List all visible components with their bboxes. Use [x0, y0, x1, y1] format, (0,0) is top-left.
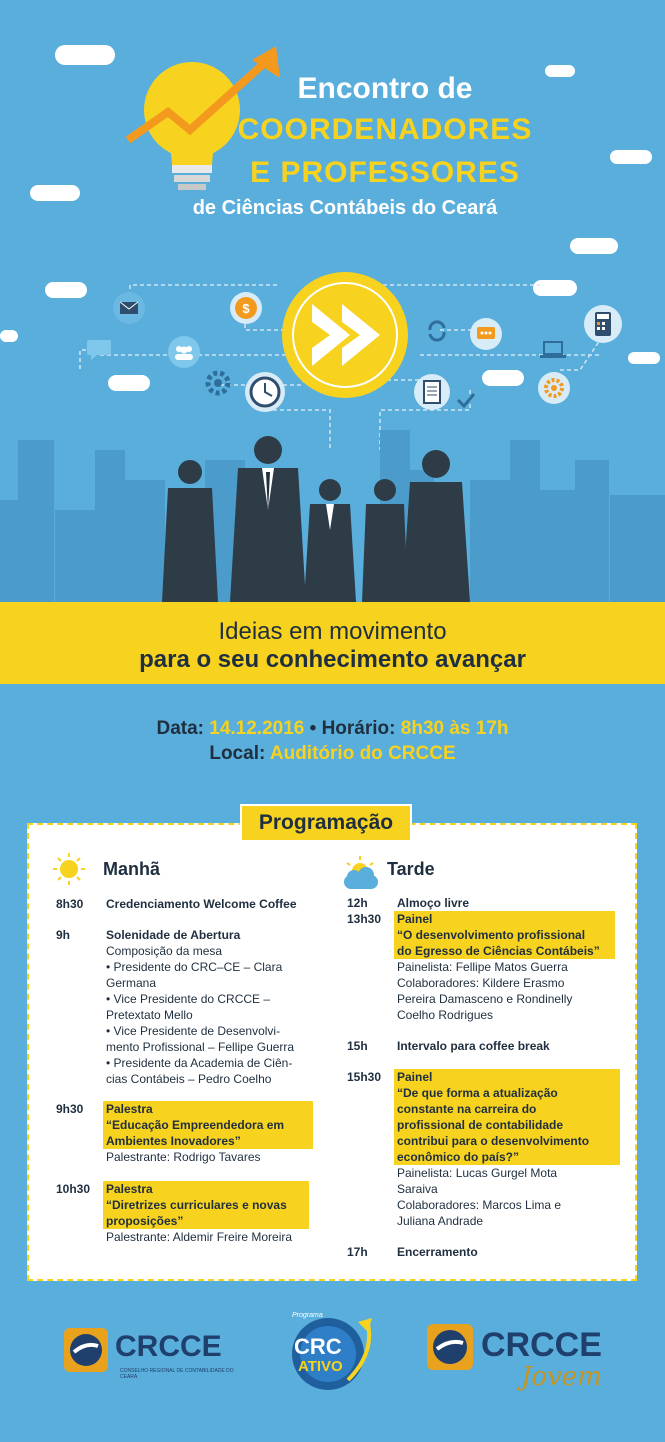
schedule-text: Credenciamento Welcome Coffee	[106, 897, 297, 911]
chat-icon	[87, 340, 111, 360]
schedule-text: Pretextato Mello	[106, 1008, 193, 1022]
schedule-text: constante na carreira do	[397, 1102, 537, 1116]
gear-icon	[538, 372, 570, 404]
cloud-icon	[55, 45, 115, 65]
title-line-2: COORDENADORES	[237, 113, 533, 146]
program-title: Programação	[240, 804, 412, 842]
event-place	[0, 743, 665, 765]
document-icon	[414, 374, 450, 410]
schedule-text: Palestra	[106, 1102, 153, 1116]
subtitle: de Ciências Contábeis do Ceará	[192, 197, 498, 219]
time-label: Horário:	[321, 718, 396, 739]
clock-icon	[245, 372, 285, 412]
schedule-text: • Vice Presidente de Desenvolvi-	[106, 1024, 281, 1038]
schedule-text: Colaboradores: Kildere Erasmo	[397, 976, 565, 990]
crcce-logo-subtitle: CONSELHO REGIONAL DE CONTABILIDADE DO CEARÁ	[120, 1368, 234, 1380]
schedule-text: • Presidente do CRC–CE – Clara	[106, 960, 283, 974]
cloud-icon	[610, 150, 652, 164]
morning-title: Manhã	[103, 859, 161, 879]
schedule-text: Germana	[106, 976, 157, 990]
schedule-text: Composição da mesa	[106, 944, 223, 958]
city-skyline	[0, 420, 665, 602]
schedule-text: “Educação Empreendedora em	[106, 1118, 285, 1132]
title-line-1: Encontro de	[297, 72, 473, 105]
schedule-text: Painel	[397, 912, 433, 926]
schedule-text: “De que forma a atualização	[397, 1086, 558, 1100]
schedule-text: Ambientes Inovadores”	[106, 1134, 241, 1148]
schedule-text: “Diretrizes curriculares e novas	[106, 1198, 287, 1212]
schedule-text: proposições”	[106, 1214, 184, 1228]
cloudy-sun-icon	[340, 855, 380, 891]
schedule-text: “O desenvolvimento profissional	[397, 928, 586, 942]
sun-icon	[52, 852, 86, 886]
crcce-logo-text: CRCCE	[481, 1326, 602, 1364]
schedule-text: Painel	[397, 1070, 433, 1084]
refresh-icon	[425, 318, 449, 342]
schedule-text: Intervalo para coffee break	[397, 1039, 550, 1053]
tagline-line-2: para o seu conhecimento avançar	[139, 646, 526, 673]
ativo-text: ATIVO	[298, 1358, 343, 1375]
afternoon-title: Tarde	[387, 859, 435, 879]
schedule-time: 15h	[347, 1039, 368, 1053]
schedule-text: Palestrante: Aldemir Freire Moreira	[106, 1230, 293, 1244]
fast-forward-icon[interactable]	[282, 272, 408, 398]
schedule-text: do Egresso de Ciências Contábeis”	[397, 944, 600, 958]
schedule-text: • Presidente da Academia de Ciên-	[106, 1056, 293, 1070]
date-value: 14.12.2016	[209, 718, 305, 739]
separator-bullet: •	[309, 718, 317, 739]
schedule-text: mento Profissional – Fellipe Guerra	[106, 1040, 295, 1054]
schedule-text: Palestra	[106, 1182, 153, 1196]
schedule-text: profissional de contabilidade	[397, 1118, 564, 1132]
laptop-icon	[540, 340, 566, 360]
date-label: Data:	[156, 718, 204, 739]
tagline-band	[0, 602, 665, 684]
check-icon	[456, 392, 476, 408]
schedule-text: cias Contábeis – Pedro Coelho	[106, 1072, 272, 1086]
schedule-time: 8h30	[56, 897, 84, 911]
schedule-time: 9h30	[56, 1102, 84, 1116]
crcce-emblem-icon	[425, 1322, 475, 1372]
schedule-text: Solenidade de Abertura	[106, 928, 241, 942]
schedule-text: Painelista: Lucas Gurgel Mota	[397, 1166, 558, 1180]
schedule-text: Painelista: Fellipe Matos Guerra	[397, 960, 568, 974]
schedule-time: 9h	[56, 928, 71, 942]
place-label: Local:	[209, 743, 266, 764]
tagline-line-1: Ideias em movimento	[218, 618, 447, 645]
schedule-text: Encerramento	[397, 1245, 478, 1259]
crcce-emblem-icon	[62, 1326, 110, 1374]
schedule-time: 12h	[347, 896, 368, 910]
calculator-icon	[584, 305, 622, 343]
users-icon	[168, 336, 200, 368]
schedule-text: Colaboradores: Marcos Lima e	[397, 1198, 562, 1212]
schedule-text: Pereira Damasceno e Rondinelly	[397, 992, 573, 1006]
schedule-time: 15h30	[347, 1070, 382, 1084]
crcce-jovem-logo	[425, 1320, 625, 1400]
gear-icon	[203, 368, 233, 398]
svg-text:$: $	[242, 301, 250, 316]
schedule-text: Palestrante: Rodrigo Tavares	[106, 1150, 261, 1164]
jovem-text: Jovem	[521, 1362, 602, 1392]
schedule-text: Saraiva	[397, 1182, 438, 1196]
time-value: 8h30 às 17h	[400, 718, 509, 739]
schedule-time: 10h30	[56, 1182, 91, 1196]
cloud-icon	[30, 185, 80, 201]
title-line-3: E PROFESSORES	[250, 156, 520, 189]
crcce-logo-text: CRCCE	[115, 1330, 222, 1363]
envelope-icon	[113, 292, 145, 324]
schedule-text: Coelho Rodrigues	[397, 1008, 494, 1022]
crcce-logo	[62, 1326, 262, 1382]
schedule-time: 13h30	[347, 912, 382, 926]
schedule-text: Almoço livre	[397, 896, 470, 910]
schedule-text: econômico do país?”	[397, 1150, 520, 1164]
place-value: Auditório do CRCCE	[269, 743, 456, 764]
schedule-text: • Vice Presidente do CRCCE –	[106, 992, 271, 1006]
coin-icon	[230, 292, 262, 324]
schedule-text: Juliana Andrade	[397, 1214, 484, 1228]
schedule-text: contribui para o desenvolvimento	[397, 1134, 590, 1148]
program-label: Programa	[292, 1312, 323, 1319]
event-date-time	[0, 718, 665, 740]
crc-text: CRC	[294, 1334, 342, 1359]
crc-ativo-logo	[288, 1310, 378, 1392]
schedule-time: 17h	[347, 1245, 368, 1259]
chat-bubble-icon	[470, 318, 502, 350]
